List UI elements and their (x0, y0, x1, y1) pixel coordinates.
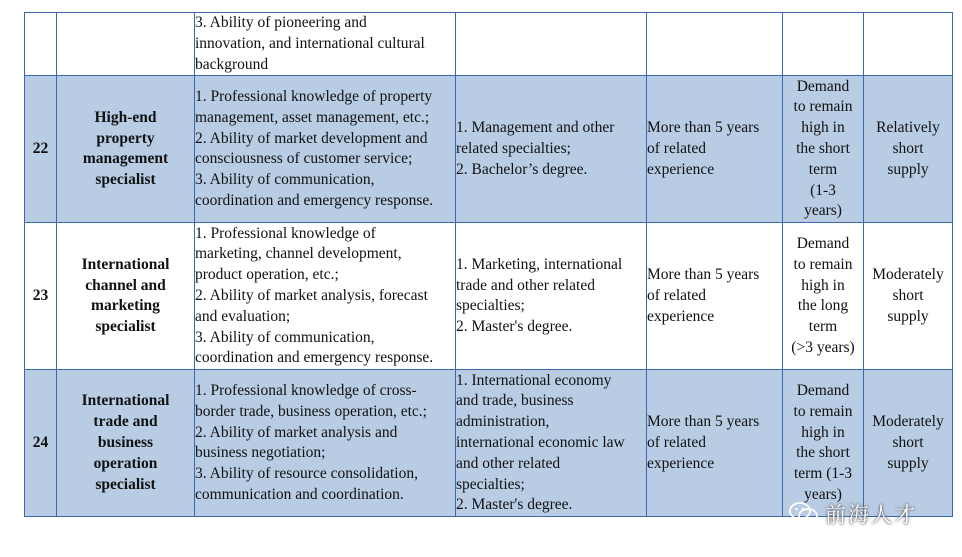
qualification-line: trade and other related (456, 276, 595, 294)
qualifications-cell (456, 76, 647, 223)
demand-cell (783, 13, 864, 76)
requirement-line: innovation, and international cultural (195, 34, 425, 52)
demand-line: to remain (793, 402, 853, 420)
supply-line: supply (887, 160, 929, 178)
row-number-cell (25, 223, 57, 370)
position-name-line: specialist (95, 171, 156, 189)
position-name-line: management (82, 150, 169, 168)
experience-line: experience (647, 160, 715, 178)
qualification-line: 2. Master's degree. (456, 496, 573, 514)
qualifications-cell (456, 370, 647, 517)
position-name-line: specialist (95, 318, 156, 336)
demand-line: high in (801, 119, 845, 137)
qualification-line: specialties; (456, 475, 525, 493)
experience-cell (647, 223, 783, 370)
qualification-line: specialties; (456, 297, 525, 315)
position-name-cell (57, 13, 195, 76)
supply-line: short (892, 433, 924, 451)
requirement-line: 3. Ability of pioneering and (195, 14, 367, 31)
qualifications-cell (456, 223, 647, 370)
supply-line: Relatively (876, 119, 940, 137)
position-name-line: marketing (91, 297, 160, 315)
requirement-line: 1. Professional knowledge of property (195, 88, 433, 105)
experience-line: experience (647, 307, 715, 325)
demand-line: Demand (796, 77, 850, 95)
qualification-line: international economic law (456, 433, 625, 451)
requirement-line: 2. Ability of market analysis, forecast (195, 286, 428, 304)
requirement-line: product operation, etc.; (195, 266, 339, 284)
supply-line: short (892, 286, 924, 304)
requirement-line: marketing, channel development, (195, 245, 402, 263)
table-row (25, 13, 953, 76)
supply-cell (864, 76, 953, 223)
demand-line: term (808, 318, 838, 336)
demand-line: the long (797, 297, 849, 315)
experience-line: experience (647, 454, 715, 472)
demand-line: years) (804, 485, 842, 503)
supply-cell (864, 223, 953, 370)
demand-cell (783, 223, 864, 370)
demand-line: the short (796, 444, 850, 462)
qualification-line: 2. Master's degree. (456, 318, 573, 336)
requirement-line: border trade, business operation, etc.; (195, 402, 427, 420)
demand-line: Demand (796, 382, 850, 399)
requirement-line: background (195, 55, 269, 73)
supply-line: short (892, 139, 924, 157)
experience-cell (647, 13, 783, 76)
row-number-cell (25, 370, 57, 517)
row-number: 24 (32, 433, 49, 451)
requirement-line: management, asset management, etc.; (195, 108, 430, 126)
table-row (25, 223, 953, 370)
qualification-line: and trade, business (456, 392, 574, 410)
requirement-line: 3. Ability of communication, (195, 328, 375, 346)
requirement-line: 2. Ability of market analysis and (195, 423, 398, 441)
demand-line: term (808, 160, 838, 178)
position-name-line: operation (93, 454, 158, 472)
talent-demand-table (24, 12, 953, 517)
requirement-line: 1. Professional knowledge of (195, 224, 376, 242)
demand-line: (>3 years) (791, 338, 855, 356)
position-name-line: specialist (95, 475, 156, 493)
row-number: 22 (32, 139, 49, 157)
demand-cell (783, 76, 864, 223)
demand-line: high in (801, 276, 845, 294)
requirement-line: communication and coordination. (195, 485, 404, 503)
qualification-line: 2. Bachelor’s degree. (456, 160, 588, 178)
qualification-line: and other related (456, 454, 561, 472)
requirement-line: 1. Professional knowledge of cross- (195, 382, 417, 399)
experience-cell (647, 370, 783, 517)
supply-line: supply (887, 307, 929, 325)
table-row (25, 76, 953, 223)
qualifications-cell (456, 13, 647, 76)
demand-line: to remain (793, 98, 853, 116)
experience-line: of related (647, 433, 706, 451)
position-name-line: High-end (94, 108, 157, 126)
watermark (789, 499, 917, 529)
position-name-line: property (96, 129, 155, 147)
demand-line: high in (801, 423, 845, 441)
experience-line: of related (647, 286, 706, 304)
requirement-line: coordination and emergency response. (195, 191, 434, 209)
watermark-text: 前海人才 (825, 503, 917, 527)
requirement-line: 3. Ability of communication, (195, 171, 375, 189)
experience-line: More than 5 years (647, 119, 760, 137)
qualification-line: 1. International economy (456, 371, 612, 389)
supply-cell (864, 13, 953, 76)
requirements-cell (195, 370, 456, 517)
supply-line: Moderately (872, 413, 944, 431)
position-name-cell (57, 76, 195, 223)
position-name-line: business (97, 433, 154, 451)
requirements-cell (195, 223, 456, 370)
qualification-line: 1. Marketing, international (456, 255, 623, 273)
qualification-line: related specialties; (456, 139, 571, 157)
experience-cell (647, 76, 783, 223)
requirement-line: coordination and emergency response. (195, 349, 434, 367)
row-number-cell (25, 76, 57, 223)
requirement-line: 2. Ability of market development and (195, 129, 428, 147)
table-body (25, 13, 953, 517)
qualification-line: 1. Management and other (456, 119, 615, 137)
supply-line: supply (887, 454, 929, 472)
requirement-line: business negotiation; (195, 444, 326, 462)
experience-line: of related (647, 139, 706, 157)
demand-line: the short (796, 139, 850, 157)
wechat-icon (789, 501, 819, 527)
requirement-line: and evaluation; (195, 307, 291, 325)
demand-cell (783, 370, 864, 517)
requirement-line: 3. Ability of resource consolidation, (195, 465, 418, 483)
position-name-line: channel and (85, 276, 166, 294)
qualification-line: administration, (456, 413, 550, 431)
position-name-line: trade and (93, 413, 158, 431)
experience-line: More than 5 years (647, 266, 760, 284)
position-name-line: International (81, 392, 170, 410)
table-row (25, 370, 953, 517)
supply-line: Moderately (872, 266, 944, 284)
requirements-cell (195, 13, 456, 76)
experience-line: More than 5 years (647, 413, 760, 431)
demand-line: (1-3 (810, 181, 836, 199)
requirement-line: consciousness of customer service; (195, 150, 413, 168)
position-name-cell (57, 370, 195, 517)
requirements-cell (195, 76, 456, 223)
position-name-cell (57, 223, 195, 370)
row-number: 23 (32, 286, 49, 304)
row-number-cell (25, 13, 57, 76)
supply-cell (864, 370, 953, 517)
demand-line: years) (804, 202, 842, 220)
position-name-line: International (81, 255, 170, 273)
demand-line: Demand (796, 235, 850, 252)
demand-line: to remain (793, 255, 853, 273)
demand-line: term (1-3 (793, 465, 853, 483)
